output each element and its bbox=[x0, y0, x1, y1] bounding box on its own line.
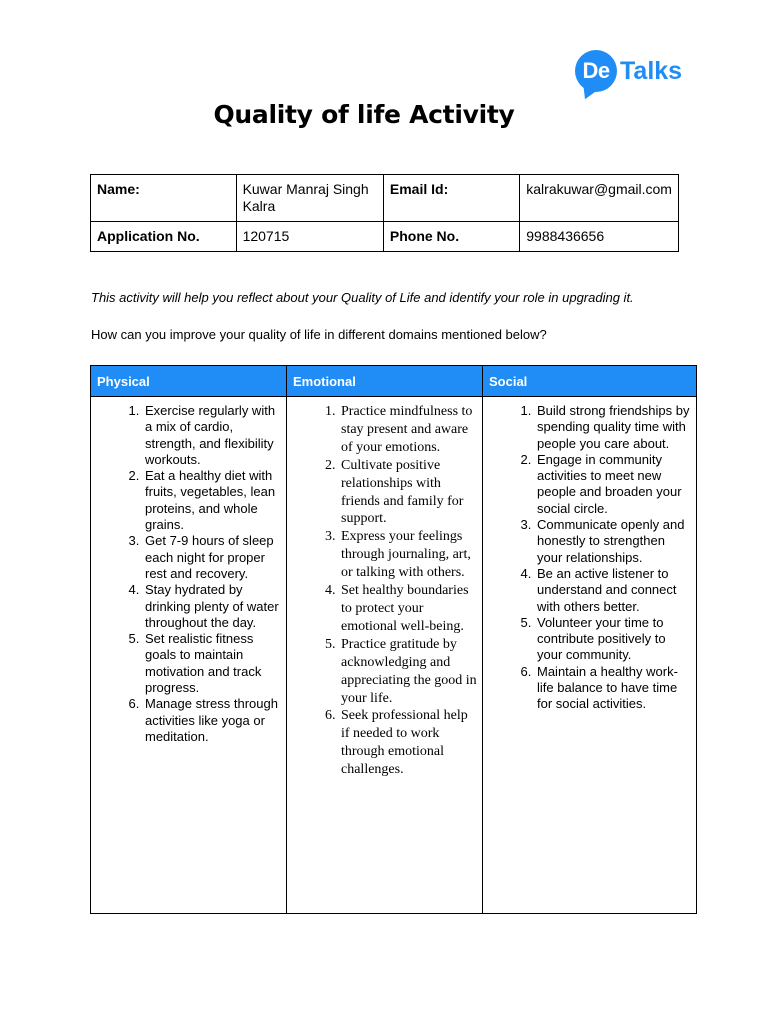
name-label: Name: bbox=[91, 175, 237, 222]
list-item: 6. Manage stress through activities like yoga or meditation. bbox=[143, 696, 282, 745]
physical-list bbox=[91, 403, 282, 745]
list-item: 3. Communicate openly and honestly to strengthen your relationships. bbox=[535, 517, 692, 566]
question-text: How can you improve your quality of life in different domains mentioned below? bbox=[91, 327, 547, 342]
list-item: 2. Eat a healthy diet with fruits, vegetables, lean proteins, and whole grains. bbox=[143, 468, 282, 533]
list-item: 6. Seek professional help if needed to work through emotional challenges. bbox=[339, 707, 478, 779]
social-list bbox=[483, 403, 692, 713]
list-item: 3. Get 7-9 hours of sleep each night for proper rest and recovery. bbox=[143, 533, 282, 582]
application-number-value: 120715 bbox=[236, 222, 383, 252]
list-item: 2. Cultivate positive relationships with friends and family for support. bbox=[339, 457, 478, 529]
emotional-cell bbox=[287, 397, 483, 914]
list-item: 4. Set healthy boundaries to protect your emotional well-being. bbox=[339, 582, 478, 636]
detalks-logo bbox=[575, 48, 682, 94]
intro-text: This activity will help you reflect about your Quality of Life and identify your role in upgrading it. bbox=[91, 290, 634, 305]
phone-value: 9988436656 bbox=[520, 222, 679, 252]
social-cell bbox=[483, 397, 697, 914]
social-heading: Social bbox=[483, 366, 697, 397]
list-item: 6. Maintain a healthy work-life balance to have time for social activities. bbox=[535, 664, 692, 713]
phone-label: Phone No. bbox=[383, 222, 519, 252]
logo-text: Talks bbox=[620, 56, 683, 85]
list-item: 2. Engage in community activities to meet new people and broaden your social circle. bbox=[535, 452, 692, 517]
list-item: 1. Build strong friendships by spending quality time with people you care about. bbox=[535, 403, 692, 452]
list-item: 5. Volunteer your time to contribute positively to your community. bbox=[535, 615, 692, 664]
email-value: kalrakuwar@gmail.com bbox=[520, 175, 679, 222]
list-item: 4. Be an active listener to understand and connect with others better. bbox=[535, 566, 692, 615]
name-value: Kuwar Manraj Singh Kalra bbox=[236, 175, 383, 222]
list-item: 1. Exercise regularly with a mix of cardio, strength, and flexibility workouts. bbox=[143, 403, 282, 468]
list-item: 5. Practice gratitude by acknowledging and appreciating the good in your life. bbox=[339, 636, 478, 708]
list-item: 5. Set realistic fitness goals to maintain motivation and track progress. bbox=[143, 631, 282, 696]
physical-heading: Physical bbox=[91, 366, 287, 397]
logo-mark: De bbox=[575, 50, 617, 92]
list-item: 3. Express your feelings through journaling, art, or talking with others. bbox=[339, 528, 478, 582]
applicant-info-table bbox=[90, 174, 679, 252]
page-title: Quality of life Activity bbox=[213, 100, 515, 129]
list-item: 4. Stay hydrated by drinking plenty of water throughout the day. bbox=[143, 582, 282, 631]
emotional-heading: Emotional bbox=[287, 366, 483, 397]
physical-cell bbox=[91, 397, 287, 914]
application-number-label: Application No. bbox=[91, 222, 237, 252]
list-item: 1. Practice mindfulness to stay present and aware of your emotions. bbox=[339, 403, 478, 457]
domains-table bbox=[90, 365, 697, 914]
emotional-list bbox=[287, 403, 478, 779]
email-label: Email Id: bbox=[383, 175, 519, 222]
